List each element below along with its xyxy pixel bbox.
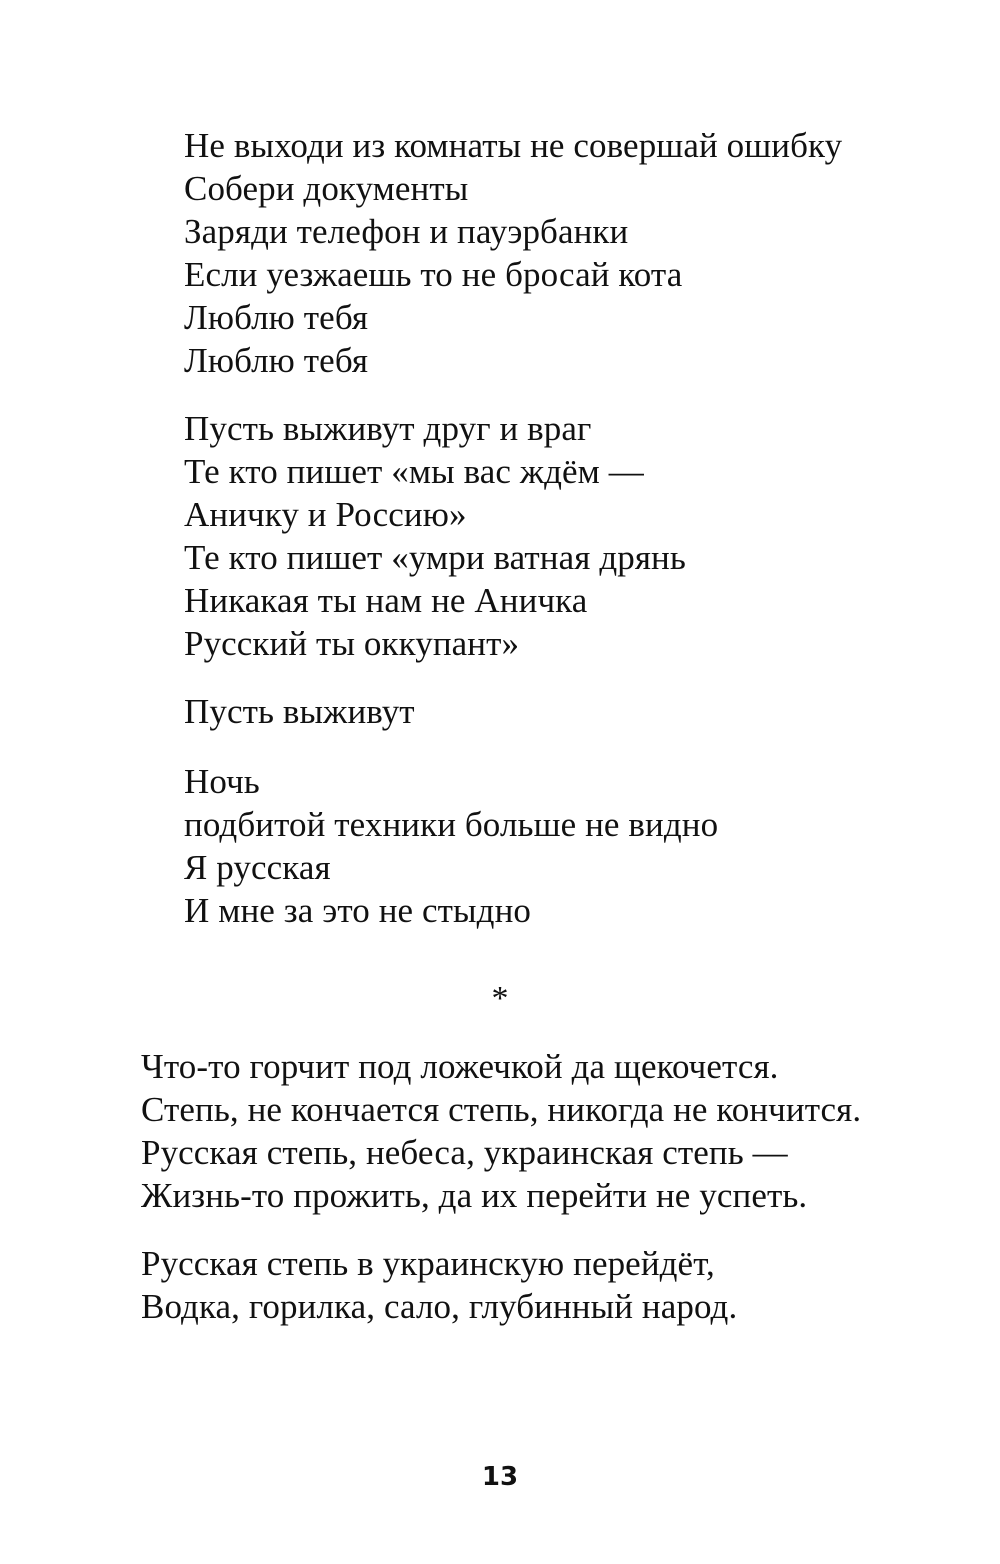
poem-line: Русская степь, небеса, украинская степь — bbox=[141, 1133, 788, 1172]
poem-line: подбитой техники больше не видно bbox=[184, 805, 719, 844]
poem-line: Русский ты оккупант» bbox=[184, 624, 520, 663]
poem-line: И мне за это не стыдно bbox=[184, 891, 532, 930]
poem-line: Ночь bbox=[184, 762, 260, 801]
poem2-stanza-1 bbox=[141, 1045, 861, 1217]
poem-line: Аничку и Россию» bbox=[184, 495, 467, 534]
poem-line: Пусть выживут друг и враг bbox=[184, 409, 592, 448]
poem2-stanza-2 bbox=[141, 1242, 737, 1328]
poem-line: Пусть выживут bbox=[184, 692, 415, 731]
poem1-stanza-1 bbox=[184, 124, 842, 382]
poem-line: Не выходи из комнаты не совершай ошибку bbox=[184, 126, 843, 165]
poem-line: Водка, горилка, сало, глубинный народ. bbox=[141, 1287, 738, 1326]
poem-line: Люблю тебя bbox=[184, 341, 369, 380]
section-separator: * bbox=[491, 980, 509, 1017]
poem-line: Никакая ты нам не Аничка bbox=[184, 581, 588, 620]
poem-line: Люблю тебя bbox=[184, 298, 369, 337]
poem1-stanza-2 bbox=[184, 407, 686, 665]
poem-line: Я русская bbox=[184, 848, 331, 887]
page-number: 13 bbox=[481, 1462, 519, 1492]
poem-line: Что-то горчит под ложечкой да щекочется. bbox=[141, 1047, 779, 1086]
poem-line: Жизнь-то прожить, да их перейти не успеть. bbox=[141, 1176, 808, 1215]
poem1-stanza-3 bbox=[184, 690, 415, 733]
poem-line: Заряди телефон и пауэрбанки bbox=[184, 212, 629, 251]
poem-line: Если уезжаешь то не бросай кота bbox=[184, 255, 683, 294]
poem-line: Те кто пишет «мы вас ждём — bbox=[184, 452, 644, 491]
poem-line: Те кто пишет «умри ватная дрянь bbox=[184, 538, 686, 577]
poem1-stanza-4 bbox=[184, 760, 718, 932]
poem-line: Собери документы bbox=[184, 169, 469, 208]
poem-line: Русская степь в украинскую перейдёт, bbox=[141, 1244, 715, 1283]
poem-line: Степь, не кончается степь, никогда не кончится. bbox=[141, 1090, 862, 1129]
